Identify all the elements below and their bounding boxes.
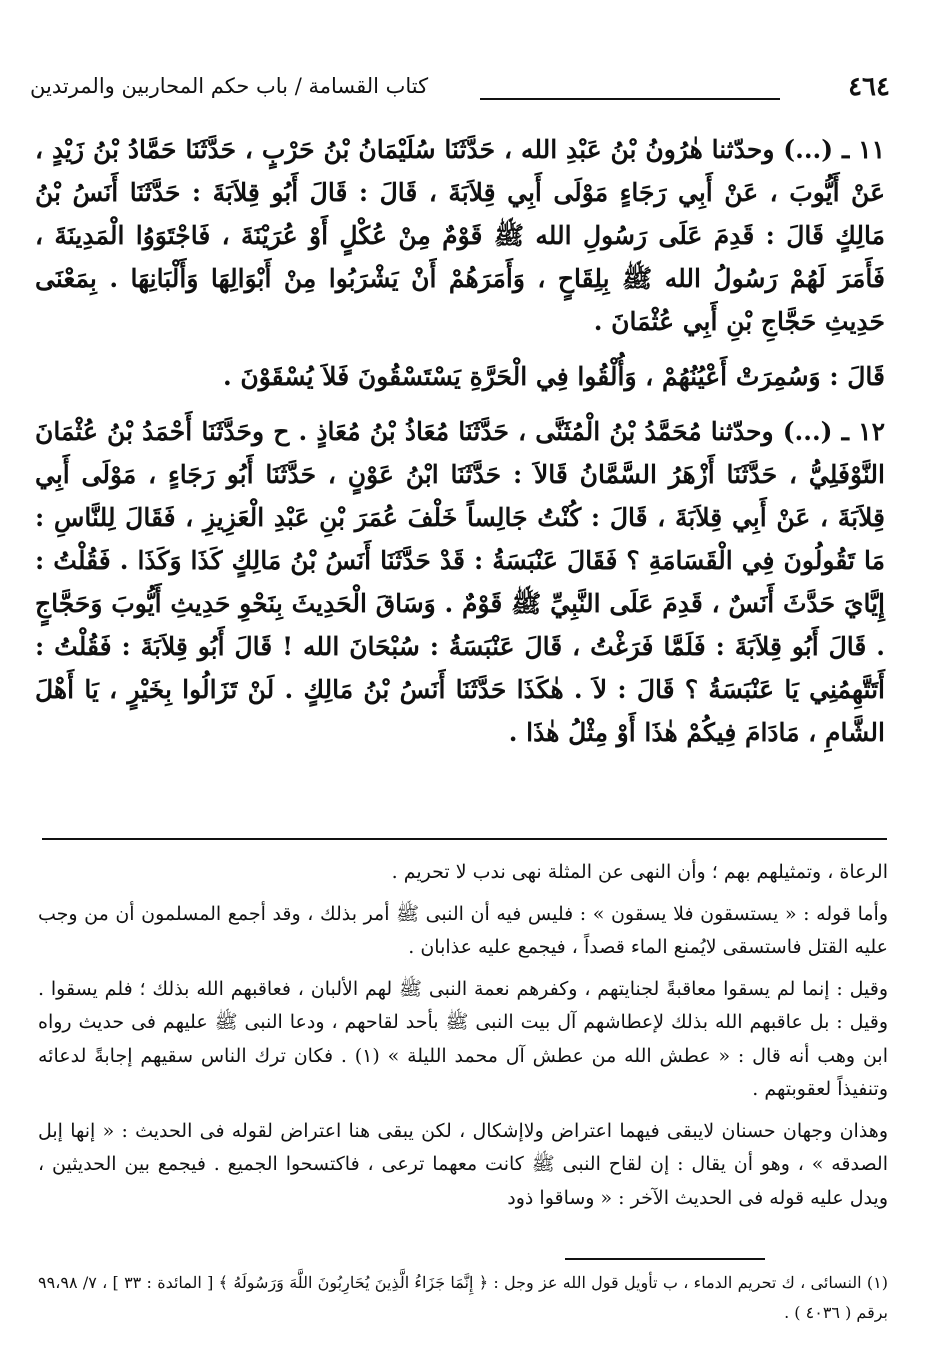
footnote-rule	[565, 1258, 765, 1260]
commentary	[38, 856, 888, 1223]
hadith-number: ١٢ ـ	[841, 417, 885, 446]
running-title: كتاب القسامة / باب حكم المحاربين والمرتدين	[30, 74, 429, 98]
page-header	[30, 68, 890, 108]
hadith-continuation: قَالَ أَبُو قِلاَبَةَ : فَلَمَّا فَرَغْتُ ، قَالَ عَنْبَسَةُ : سُبْحَانَ الله ! قَالَ أَبُو قِلاَبَةَ : فَقُلْتُ : أَتَتَّهِمُنِي يَا عَنْبَسَةُ ؟ قَالَ : لاَ . هٰكَذَا حَدَّثَنَا أَنَسُ بْنُ مَالِكٍ . لَنْ تَزَالُوا بِخَيْرٍ ، يَا أَهْلَ الشَّامِ ، مَادَامَ فِيكُمْ هٰذَا أَوْ مِثْلُ هٰذَا .	[35, 632, 885, 747]
footnote: (١) النسائى ، ك تحريم الدماء ، ب تأويل قول الله عز وجل : ﴿ إِنَّمَا جَزَاءُ الَّذِينَ يُحَارِبُونَ اللَّهَ وَرَسُولَهُ ﴾ [ المائدة : ٣٣ ] ، ٧/ ٩٩،٩٨ برقم ( ٤٠٣٦ ) .	[38, 1273, 888, 1322]
hadith-12	[35, 410, 885, 754]
hadith-body: (...) وحدّثنا هٰرُونُ بْنُ عَبْدِ الله ، حَدَّثَنَا سُلَيْمَانُ بْنُ حَرْبٍ ، حَدَّثَنَا حَمَّادُ بْنُ زَيْدٍ ، عَنْ أَيُّوبَ ، عَنْ أَبِي رَجَاءٍ مَوْلَى أَبِي قِلاَبَةَ ، قَالَ : قَالَ أَبُو قِلاَبَةَ : حَدَّثَنَا أَنَسُ بْنُ مَالِكٍ قَالَ : قَدِمَ عَلَى رَسُولِ الله ﷺ قَوْمٌ مِنْ عُكْلٍ أَوْ عُرَيْنَةَ ، فَاجْتَوَوُا الْمَدِينَةَ ، فَأَمَرَ لَهُمْ رَسُولُ الله ﷺ بِلِقَاحٍ ، وَأَمَرَهُمْ أَنْ يَشْرَبُوا مِنْ أَبْوَالِهَا وَأَلْبَانِهَا . بِمَعْنَى حَدِيثِ حَجَّاجِ بْنِ أَبِي عُثْمَانَ .	[35, 135, 885, 336]
commentary-paragraph: وأما قوله : « يستسقون فلا يسقون » : فليس فيه أن النبى ﷺ أمر بذلك ، وقد أجمع المسلمون أن من وجب عليه القتل فاستسقى لايُمنع الماء قصداً ، فيجمع عليه عذابان .	[38, 902, 888, 958]
hadith-number: ١١ ـ	[841, 135, 885, 164]
page-number: ٤٦٤	[848, 72, 890, 102]
hadith-11	[35, 128, 885, 343]
commentary-paragraph: وهذان وجهان حسنان لايبقى فيهما اعتراض ولاإشكال ، لكن يبقى هنا اعتراض لقوله فى الحديث : « إنها إبل الصدقه » ، وهو أن يقال : إن لقاح النبى ﷺ كانت معهما ترعى ، فاكتسحوا الجميع . فيجمع بين الحديثين ، ويدل عليه قوله فى الحديث الآخر : « وساقوا ذود	[38, 1119, 888, 1209]
commentary-divider	[42, 838, 887, 840]
commentary-paragraph: الرعاة ، وتمثيلهم بهم ؛ وأن النهى عن المثلة نهى ندب لا تحريم .	[391, 861, 888, 883]
header-rule	[480, 98, 780, 100]
hadith-11-addendum: قَالَ : وَسُمِرَتْ أَعْيُنُهُمْ ، وَأُلْقُوا فِي الْحَرَّةِ يَسْتَسْقُونَ فَلاَ يُسْقَوْنَ .	[223, 362, 885, 391]
commentary-paragraph: وقيل : إنما لم يسقوا معاقبةً لجنايتهم ، وكفرهم نعمة النبى ﷺ لهم الألبان ، فعاقبهم الله بذلك ؛ فلم يسقوا . وقيل : بل عاقبهم الله بذلك لإعطاشهم آل بيت النبى ﷺ بأحد لقاحهم ، ودعا النبى ﷺ عليهم فى حديث رواه ابن وهب أنه قال : « عطش الله من عطش آل محمد الليلة » (١) . فكان ترك الناس سقيهم إجابةً لدعائه وتنفيذاً لعقوبتهم .	[38, 977, 888, 1100]
hadith-body: (...) وحدّثنا مُحَمَّدُ بْنُ الْمُثَنَّى ، حَدَّثَنَا مُعَاذُ بْنُ مُعَاذٍ . ح وحَدَّثَنَا أَحْمَدُ بْنُ عُثْمَانَ النَّوْفَلِيُّ ، حَدَّثَنَا أَزْهَرُ السَّمَّانُ قَالاَ : حَدَّثَنَا ابْنُ عَوْنٍ ، حَدَّثَنَا أَبُو رَجَاءٍ ، مَوْلَى أَبِي قِلاَبَةَ ، عَنْ أَبِي قِلاَبَةَ ، قَالَ : كُنْتُ جَالِساً خَلْفَ عُمَرَ بْنِ عَبْدِ الْعَزِيزِ ، فَقَالَ لِلنَّاسِ : مَا تَقُولُونَ فِي الْقَسَامَةِ ؟ فَقَالَ عَنْبَسَةُ : قَدْ حَدَّثَنَا أَنَسُ بْنُ مَالِكٍ كَذَا وَكَذَا . فَقُلْتُ : إِيَّايَ حَدَّثَ أَنَسٌ ، قَدِمَ عَلَى النَّبِيِّ ﷺ قَوْمٌ . وَسَاقَ الْحَدِيثَ بِنَحْوِ حَدِيثِ أَيُّوبَ وَحَجَّاجٍ .	[35, 417, 885, 661]
hadith-text	[35, 128, 885, 766]
